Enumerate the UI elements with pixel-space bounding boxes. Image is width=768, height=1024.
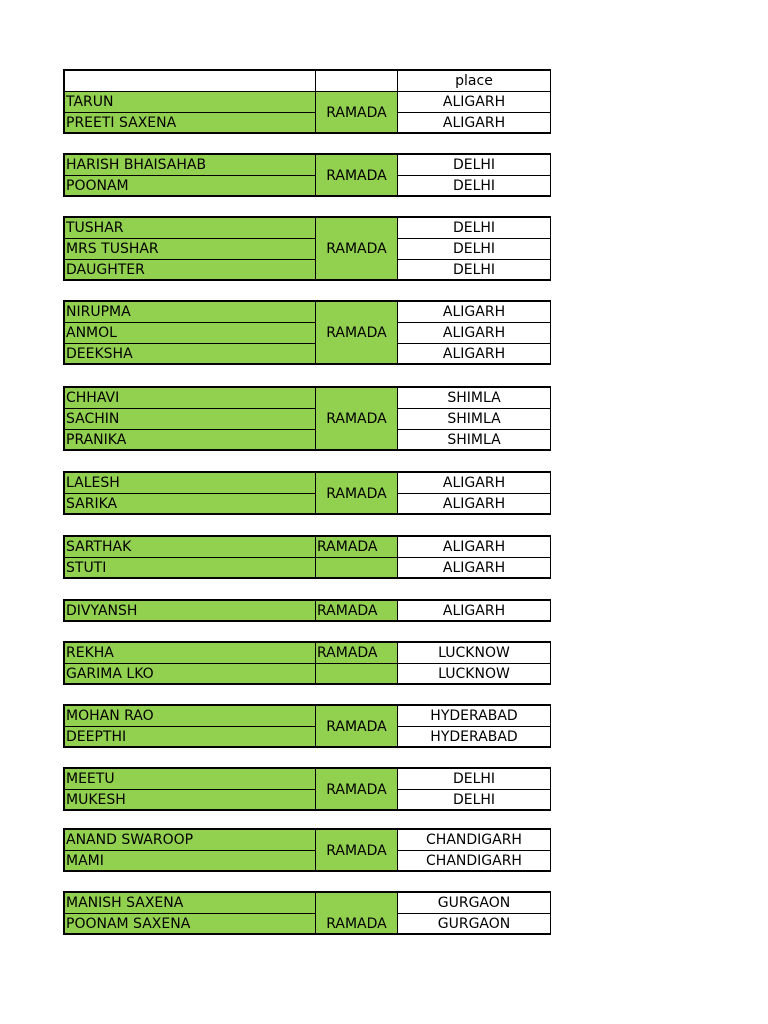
guest-name-cell[interactable]: MOHAN RAO (63, 705, 315, 726)
group-bottom-border (63, 132, 551, 134)
header-place-cell[interactable]: place (397, 69, 551, 91)
group-bottom-border (63, 449, 551, 451)
guest-name-cell[interactable]: SACHIN (63, 408, 315, 429)
guest-name-cell[interactable]: REKHA (63, 642, 315, 663)
guest-name-cell[interactable]: TUSHAR (63, 217, 315, 238)
header-hotel-cell[interactable] (315, 69, 397, 91)
guest-name-cell[interactable]: POONAM (63, 175, 315, 196)
guest-place-cell[interactable]: CHANDIGARH (397, 829, 551, 850)
guest-place-cell[interactable]: ALIGARH (397, 91, 551, 112)
guest-place-cell[interactable]: ALIGARH (397, 493, 551, 514)
hotel-cell[interactable]: RAMADA (315, 892, 397, 934)
guest-name-cell[interactable]: DIVYANSH (63, 600, 315, 621)
guest-name-cell[interactable]: GARIMA LKO (63, 663, 315, 684)
guest-name-cell[interactable]: DEEKSHA (63, 343, 315, 364)
guest-place-cell[interactable]: SHIMLA (397, 387, 551, 408)
group-bottom-border (63, 620, 551, 622)
guest-place-cell[interactable]: HYDERABAD (397, 726, 551, 747)
guest-name-cell[interactable]: ANAND SWAROOP (63, 829, 315, 850)
header-name-cell[interactable] (63, 69, 315, 91)
guest-name-cell[interactable]: MEETU (63, 768, 315, 789)
guest-place-cell[interactable]: DELHI (397, 154, 551, 175)
hotel-cell[interactable]: RAMADA (315, 387, 397, 450)
guest-place-cell[interactable]: ALIGARH (397, 557, 551, 578)
guest-name-cell[interactable]: DAUGHTER (63, 259, 315, 280)
hotel-cell[interactable]: RAMADA (315, 472, 397, 514)
group-bottom-border (63, 683, 551, 685)
hotel-cell[interactable]: RAMADA (315, 600, 397, 621)
guest-name-cell[interactable]: SARIKA (63, 493, 315, 514)
group-bottom-border (63, 746, 551, 748)
guest-place-cell[interactable]: ALIGARH (397, 343, 551, 364)
guest-name-cell[interactable]: HARISH BHAISAHAB (63, 154, 315, 175)
guest-place-cell[interactable]: SHIMLA (397, 408, 551, 429)
guest-place-cell[interactable]: DELHI (397, 175, 551, 196)
guest-name-cell[interactable]: PREETI SAXENA (63, 112, 315, 133)
guest-place-cell[interactable]: LUCKNOW (397, 663, 551, 684)
guest-place-cell[interactable]: GURGAON (397, 892, 551, 913)
group-bottom-border (63, 279, 551, 281)
guest-place-cell[interactable]: ALIGARH (397, 301, 551, 322)
guest-place-cell[interactable]: ALIGARH (397, 536, 551, 557)
hotel-cell[interactable]: RAMADA (315, 91, 397, 133)
guest-name-cell[interactable]: POONAM SAXENA (63, 913, 315, 934)
guest-name-cell[interactable]: ANMOL (63, 322, 315, 343)
guest-place-cell[interactable]: LUCKNOW (397, 642, 551, 663)
guest-place-cell[interactable]: DELHI (397, 768, 551, 789)
guest-place-cell[interactable]: ALIGARH (397, 322, 551, 343)
guest-name-cell[interactable]: STUTI (63, 557, 315, 578)
guest-name-cell[interactable]: MANISH SAXENA (63, 892, 315, 913)
group-bottom-border (63, 809, 551, 811)
guest-place-cell[interactable]: DELHI (397, 217, 551, 238)
group-bottom-border (63, 195, 551, 197)
guest-place-cell[interactable]: SHIMLA (397, 429, 551, 450)
group-bottom-border (63, 870, 551, 872)
guest-place-cell[interactable]: DELHI (397, 789, 551, 810)
guest-place-cell[interactable]: ALIGARH (397, 472, 551, 493)
guest-place-cell[interactable]: DELHI (397, 238, 551, 259)
guest-place-cell[interactable]: HYDERABAD (397, 705, 551, 726)
hotel-cell[interactable]: RAMADA (315, 642, 397, 663)
guest-place-cell[interactable]: CHANDIGARH (397, 850, 551, 871)
group-bottom-border (63, 513, 551, 515)
guest-name-cell[interactable]: SARTHAK (63, 536, 315, 557)
guest-place-cell[interactable]: ALIGARH (397, 600, 551, 621)
guest-name-cell[interactable]: LALESH (63, 472, 315, 493)
guest-name-cell[interactable]: MRS TUSHAR (63, 238, 315, 259)
hotel-cell[interactable]: RAMADA (315, 154, 397, 196)
group-bottom-border (63, 933, 551, 935)
hotel-cell[interactable]: RAMADA (315, 217, 397, 280)
guest-name-cell[interactable]: TARUN (63, 91, 315, 112)
guest-name-cell[interactable]: DEEPTHI (63, 726, 315, 747)
guest-place-cell[interactable]: GURGAON (397, 913, 551, 934)
group-bottom-border (63, 577, 551, 579)
guest-place-cell[interactable]: DELHI (397, 259, 551, 280)
guest-name-cell[interactable]: CHHAVI (63, 387, 315, 408)
hotel-empty-cell[interactable] (315, 557, 397, 578)
guest-name-cell[interactable]: MUKESH (63, 789, 315, 810)
hotel-cell[interactable]: RAMADA (315, 705, 397, 747)
hotel-cell[interactable]: RAMADA (315, 301, 397, 364)
guest-place-cell[interactable]: ALIGARH (397, 112, 551, 133)
group-bottom-border (63, 363, 551, 365)
guest-name-cell[interactable]: MAMI (63, 850, 315, 871)
hotel-cell[interactable]: RAMADA (315, 768, 397, 810)
hotel-empty-cell[interactable] (315, 663, 397, 684)
hotel-cell[interactable]: RAMADA (315, 829, 397, 871)
guest-name-cell[interactable]: NIRUPMA (63, 301, 315, 322)
hotel-cell[interactable]: RAMADA (315, 536, 397, 557)
guest-name-cell[interactable]: PRANIKA (63, 429, 315, 450)
